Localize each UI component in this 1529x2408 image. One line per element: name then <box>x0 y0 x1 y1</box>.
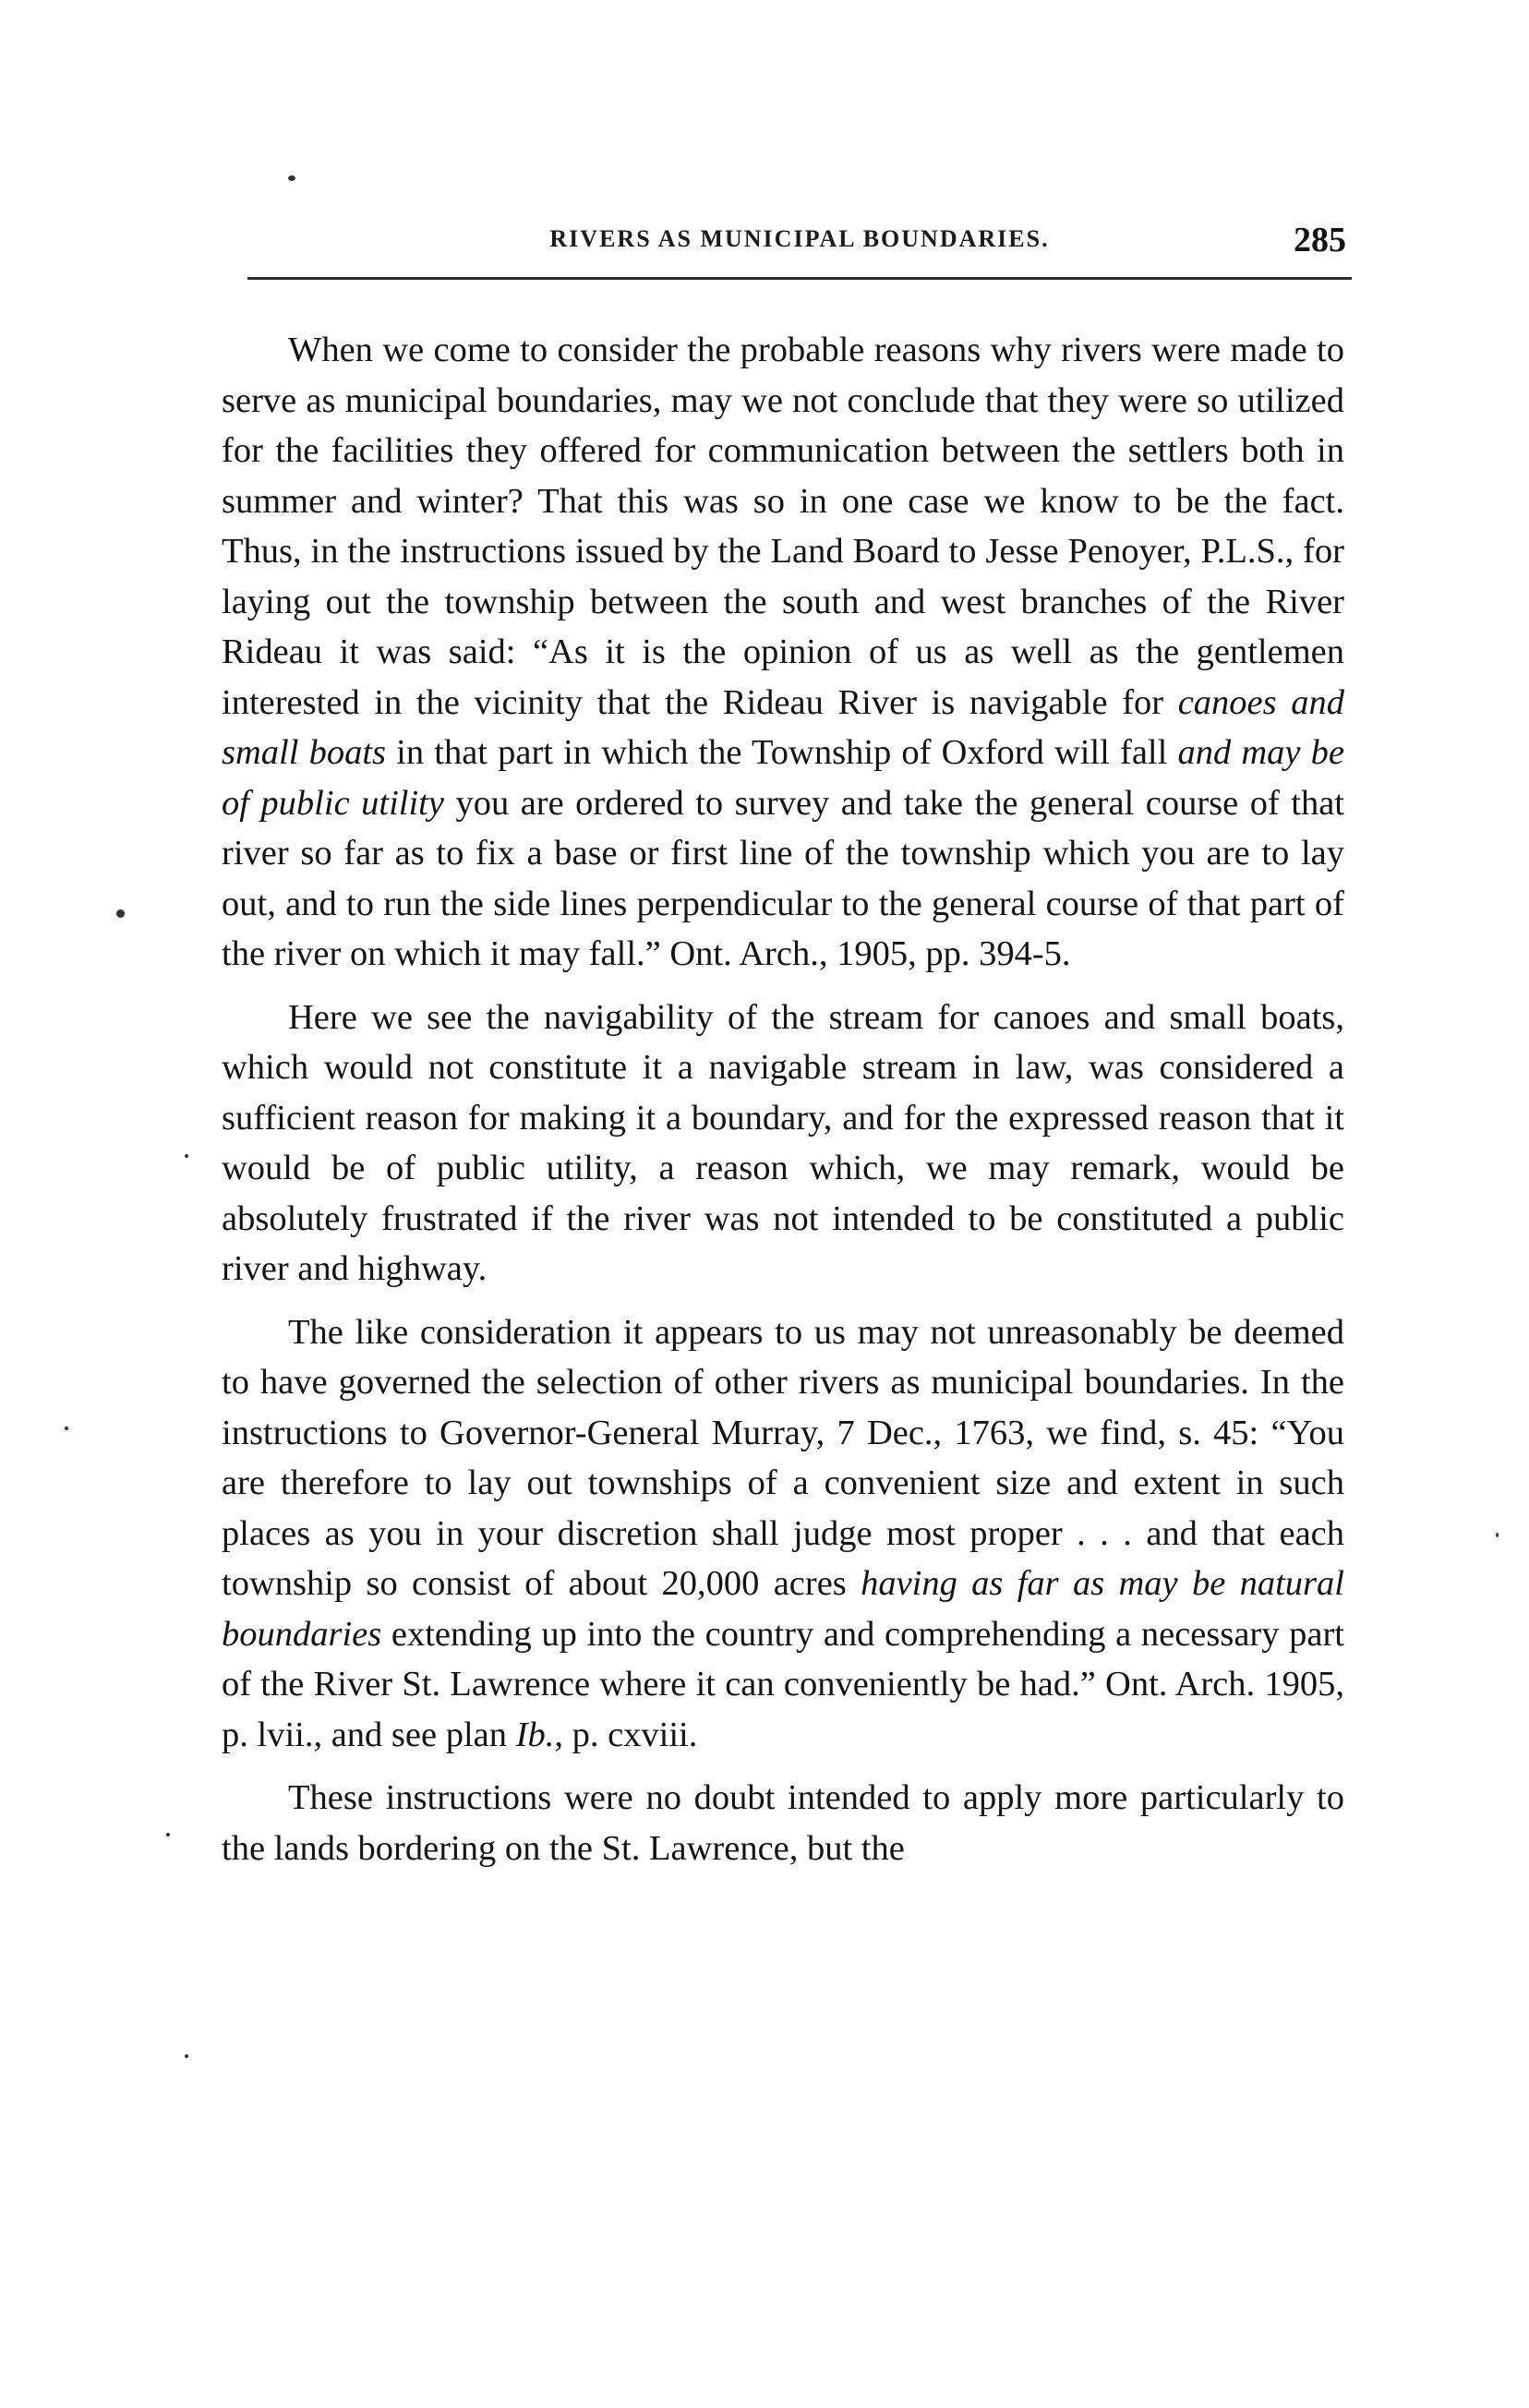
page-header <box>247 220 1352 275</box>
scan-speck <box>185 1154 188 1158</box>
text-run: The like consideration it appears to us may not unreasonably be deemed to have governed the selection of other rivers as municipal boundaries. In the instructions to Governor-General Murray, 7 Dec., 1763, we find, s. 45: “You are therefore to lay out townships of a convenient size and extent in such places as you in your discretion shall judge most proper . . . and that each township so consist of about 20,000 acres <box>222 1312 1344 1603</box>
paragraph <box>222 1773 1344 1873</box>
italic-run: canoes and small boats <box>222 682 1345 772</box>
scan-speck <box>116 909 125 918</box>
paragraph <box>222 1307 1344 1761</box>
italic-run: having as far as may be natural boundaries <box>222 1564 1344 1654</box>
body-text <box>222 325 1344 1886</box>
text-run: Here we see the navigability of the stream for canoes and small boats, which would not constitute it a navigable stream in law, was considered a sufficient reason for making it a boundary, and for the expressed reason that it would be of public utility, a reason which, we may remark, would be absolutely frustrated if the river was not intended to be constituted a public river and highway. <box>222 997 1344 1288</box>
text-run: you are ordered to survey and take the general course of that river so far as to fix a base or first line of the township which you are to lay out, and to run the side lines perpendicular to the general course of that part of the river on which it may fall.” Ont. Arch., 1905, pp. 394-5. <box>222 783 1344 973</box>
header-rule <box>247 277 1352 280</box>
scan-speck <box>288 175 295 181</box>
page-number: 285 <box>1294 221 1346 259</box>
text-run: These instructions were no doubt intended to apply more particularly to the lands bordering on the St. Lawrence, but the <box>222 1778 1344 1868</box>
italic-run: and may be of public utility <box>222 733 1345 823</box>
scan-speck <box>185 2054 188 2058</box>
scan-speck <box>1496 1533 1499 1537</box>
paragraph <box>222 325 1344 980</box>
text-run: , p. cxviii. <box>554 1715 698 1754</box>
running-head: RIVERS AS MUNICIPAL BOUNDARIES. <box>549 225 1050 252</box>
text-run: When we come to consider the probable reasons why rivers were made to serve as municipal boundaries, may we not conclude that they were so utilized for the facilities they offered for communication between the settlers both in summer and winter? That this was so in one case we know to be the fact. Thus, in the instructions issued by the Land Board to Jesse Penoyer, P.L.S., for laying out the township between the south and west branches of the River Rideau it was said: “As it is the opinion of us as well as the gentlemen interested in the vicinity that the Rideau River is navigable for <box>222 331 1344 722</box>
text-run: in that part in which the Township of Oxford will fall <box>386 733 1178 772</box>
scan-speck <box>166 1833 170 1836</box>
paragraph <box>222 993 1344 1294</box>
scan-speck <box>65 1427 68 1430</box>
text-run: extending up into the country and comprehending a necessary part of the River St. Lawrence where it can conveniently be had.” Ont. Arch. 1905, p. lvii., and see plan <box>222 1614 1344 1754</box>
italic-run: Ib. <box>515 1715 555 1754</box>
